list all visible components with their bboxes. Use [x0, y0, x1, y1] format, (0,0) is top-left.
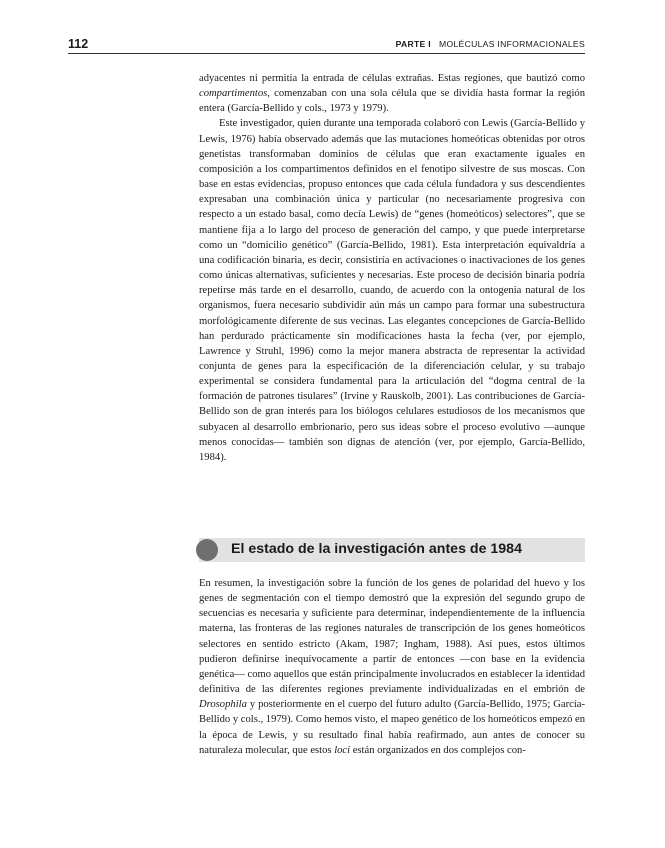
section-bullet-icon [196, 539, 218, 561]
section-heading: El estado de la investigación antes de 1984 [231, 541, 522, 557]
text-block-bottom [199, 576, 585, 758]
text-block-top [199, 71, 585, 465]
part-title: MOLÉCULAS INFORMACIONALES [439, 39, 585, 49]
italic-term: compartimentos [199, 88, 268, 100]
italic-term: loci [334, 744, 351, 756]
page-header [68, 37, 585, 54]
paragraph: En resumen, la investigación sobre la función de los genes de polaridad del huevo y los genes de segmentación con el tiempo demostró que la expresión del segundo grupo de secuencias es necesaria y suficiente para determinar, independientemente de la influencia materna, las fronteras de las regiones naturales de transcripción de los genes homeóticos selectores en sentido estricto (Akam, 1987; Ingham, 1988). Así pues, estos últimos pudieron definirse inequívocamente a partir de entonces —con base en la evidencia genética— como aquellos que están principalmente involucrados en establecer la identidad definitiva de las diferentes regiones previamente individualizadas en el embrión de Drosophila y posteriormente en el cuerpo del futuro adulto (García-Bellido, 1975; García-Bellido y cols., 1979). Como hemos visto, el mapeo genético de los homeóticos empezó en la época de Lewis, y su resultado final había reafirmado, aun antes de conocer su naturaleza molecular, que estos loci están organizados en dos complejos con- [199, 578, 586, 756]
running-head [396, 39, 585, 49]
italic-term: Drosophila [199, 699, 247, 711]
part-label: PARTE I [395, 39, 431, 49]
paragraph-continued: adyacentes ni permitía la entrada de células extrañas. Estas regiones, que bautizó como compartimentos, comenzaban con una sola célula que se dividía hasta formar la región entera (García-Bellido y cols., 1973 y 1979). [199, 73, 585, 115]
page-number: 112 [68, 37, 89, 51]
section-heading-bar [199, 538, 585, 562]
paragraph: Este investigador, quien durante una temporada colaboró con Lewis (García-Bellido y Lewis, 1976) había observado además que las mutaciones homeóticas obtenidas por otros genetistas transformaban dominios de células que eran exactamente iguales en composición a los compartimentos definidos en el fenotipo silvestre de sus moscas. Con base en estas evidencias, propuso entonces que cada célula fundadora y sus descendientes expresaban una combinación única y particular (no necesariamente progresiva con respecto a un estado basal, como decía Lewis) de “genes (homeóticos) selectores”, que se mantiene fija a lo largo del proceso de generación del campo, y que puede interpretarse como un “domicilio genético” (García-Bellido, 1981). Esta interpretación equivaldría a una codificación binaria, es decir, consistiría en activaciones o inactivaciones de los genes como únicas alternativas, suficientes y necesarias. Este proceso de decisión binaria podría repetirse más tarde en el desarrollo, cuando, de acuerdo con la ontogenia natural de los organismos, fuera necesario subdividir aún más un campo para formar una subestructura morfológicamente diferente de sus vecinas. Las elegantes concepciones de García-Bellido han perdurado prácticamente sin modificaciones hasta la fecha (ver, por ejemplo, Lawrence y Struhl, 1996) como la mejor manera abstracta de representar la actividad conjunta de genes para la especificación de la diferenciación celular, y su trabajo experimental se considera fundamental para la articulación del “dogma central de la formación de patrones tisulares” (Irvine y Rauskolb, 2001). Las contribuciones de García-Bellido son de gran interés para los biólogos celulares estudiosos de los mecanismos que subyacen al desarrollo embrionario, pero sus ideas sobre el proceso evolutivo —aunque menos conocidas— también son dignas de atención (ver, por ejemplo, García-Bellido, 1984). [199, 118, 585, 463]
